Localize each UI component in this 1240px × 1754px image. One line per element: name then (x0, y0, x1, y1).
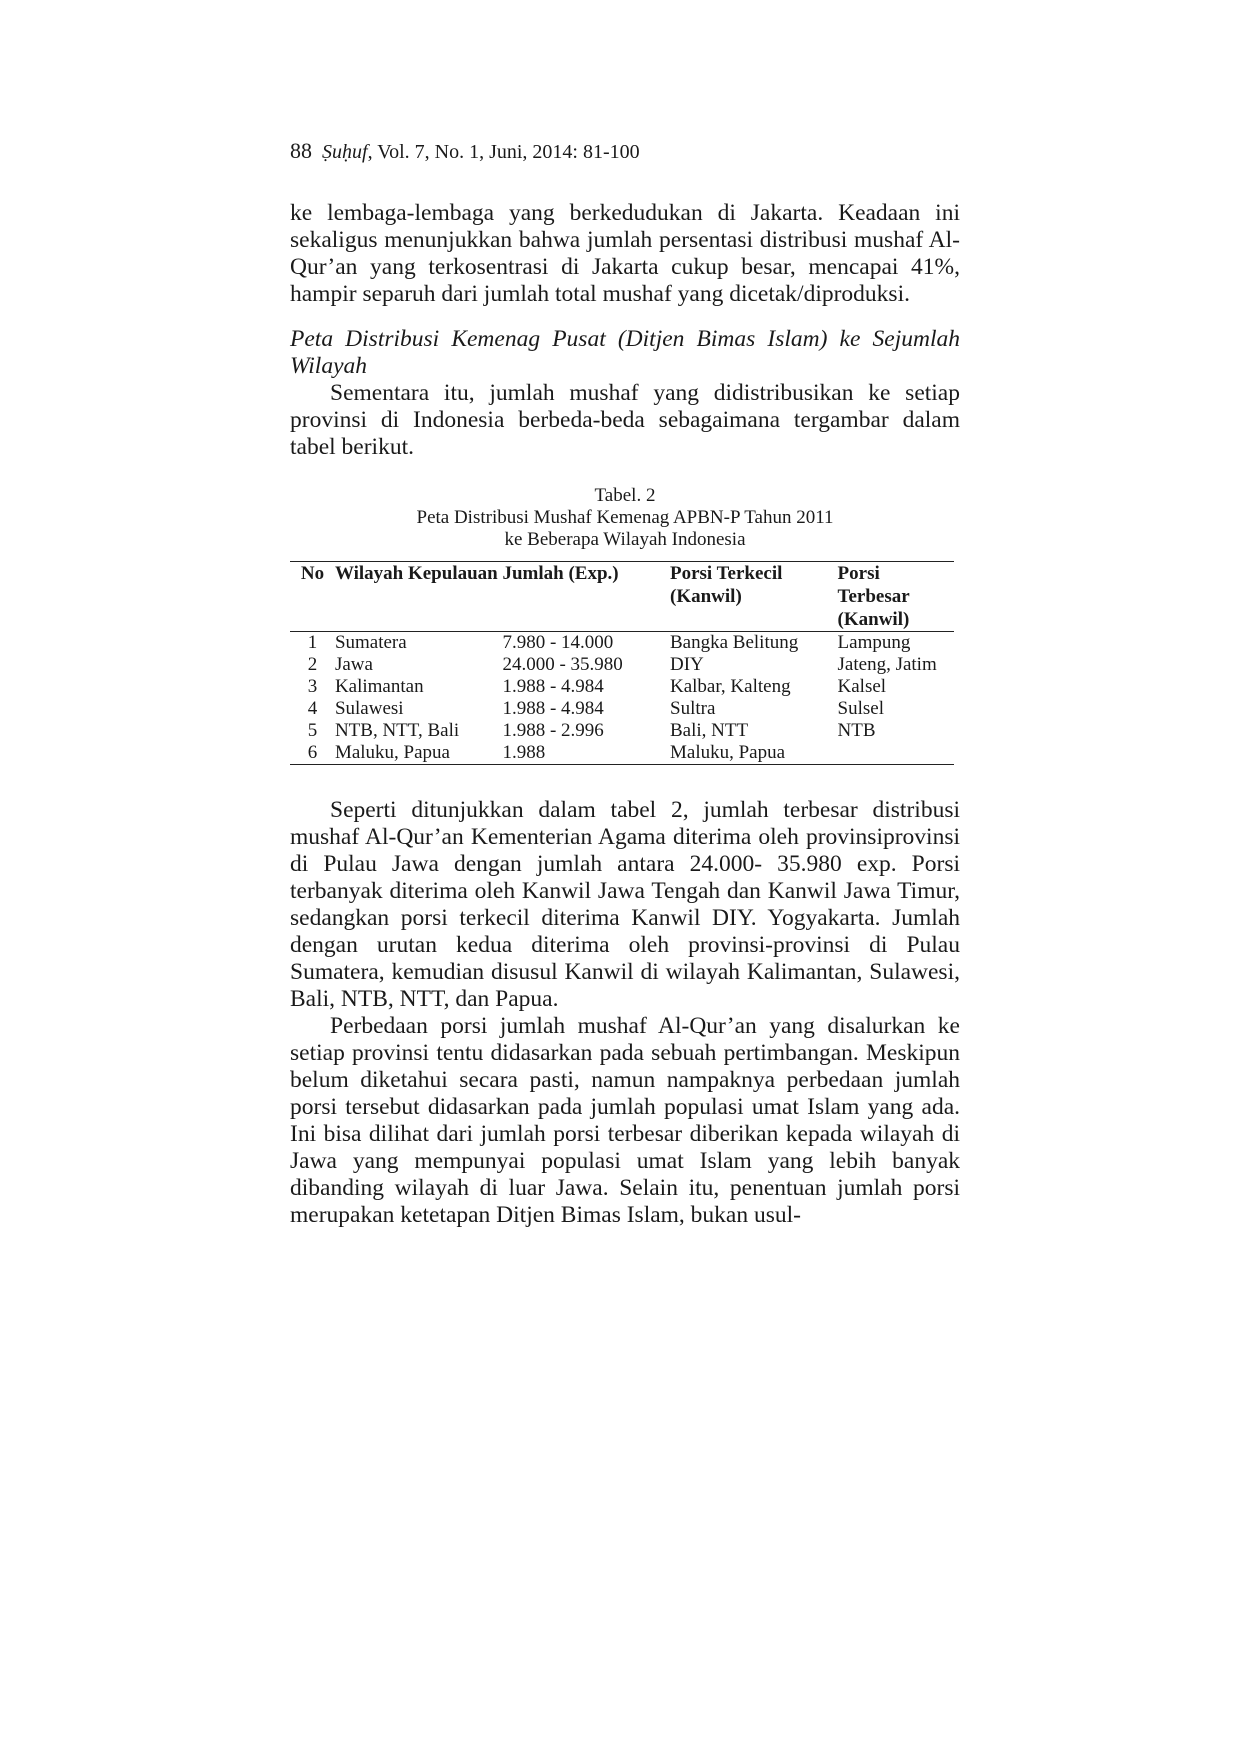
cell-wilayah: Sumatera (334, 632, 407, 653)
table-caption-number: Tabel. 2 (594, 485, 656, 506)
table-row (290, 720, 954, 742)
cell-terbesar: NTB (837, 720, 876, 741)
paragraph-analysis: Perbedaan porsi jumlah mushaf Al-Qur’an yang disalurkan ke setiap provinsi tentu didasarkan pada sebuah pertimbangan. Meskipun belum diketahui secara pasti, namun nampaknya perbedaan jumlah porsi tersebut didasarkan pada jumlah populasi umat Islam yang ada. Ini bisa dilihat dari jumlah porsi terbesar diberikan kepada wilayah di Jawa yang mempunyai populasi umat Islam yang lebih banyak dibanding wilayah di luar Jawa. Selain itu, penentuan jumlah porsi merupakan ketetapan Ditjen Bimas Islam, bukan usul- (290, 1013, 960, 1228)
cell-wilayah: Kalimantan (334, 676, 424, 697)
cell-terkecil: Maluku, Papua (670, 742, 786, 763)
cell-jumlah: 1.988 - 2.996 (502, 720, 604, 741)
table-row (290, 698, 954, 720)
cell-no: 4 (307, 698, 318, 719)
paragraph-continuation: ke lembaga-lembaga yang berkedudukan di Jakarta. Keadaan ini sekaligus menunjukkan bahwa jumlah persentasi distribusi mushaf Al-Qur’an yang terkosentrasi di Jakarta cukup besar, mencapai 41%, hampir separuh dari jumlah total mushaf yang dicetak/diproduksi. (290, 200, 960, 307)
cell-jumlah: 24.000 - 35.980 (502, 654, 623, 675)
distribution-table (290, 561, 954, 765)
table-row (290, 654, 954, 676)
table-caption-title: Peta Distribusi Mushaf Kemenag APBN-P Tahun 2011 (416, 507, 834, 528)
cell-terbesar: Kalsel (837, 676, 887, 697)
cell-terkecil: Bangka Belitung (670, 632, 799, 653)
cell-terkecil: Bali, NTT (670, 720, 749, 741)
cell-terkecil: Kalbar, Kalteng (670, 676, 791, 697)
page-body (290, 200, 960, 1229)
cell-jumlah: 1.988 - 4.984 (502, 676, 604, 697)
cell-jumlah: 1.988 (502, 742, 546, 763)
cell-wilayah: Sulawesi (334, 698, 404, 719)
header-wilayah: Wilayah Kepulauan (334, 563, 498, 584)
cell-wilayah: Jawa (334, 654, 373, 675)
table-row (290, 742, 954, 765)
table-caption (290, 485, 960, 551)
cell-terbesar: Sulsel (837, 698, 884, 719)
cell-no: 6 (307, 742, 318, 763)
cell-terbesar: Lampung (837, 632, 911, 653)
cell-terbesar (838, 742, 954, 765)
running-header (290, 138, 640, 164)
cell-terkecil: DIY (670, 654, 704, 675)
table-header-row (290, 562, 954, 632)
cell-no: 5 (307, 720, 318, 741)
cell-jumlah: 1.988 - 4.984 (502, 698, 604, 719)
cell-no: 2 (307, 654, 318, 675)
cell-no: 1 (307, 632, 318, 653)
page-number: 88 (290, 138, 312, 163)
header-no: No (300, 563, 325, 584)
journal-title: Ṣuḥuf (322, 141, 368, 163)
header-jumlah: Jumlah (Exp.) (502, 563, 619, 584)
table-caption-subtitle: ke Beberapa Wilayah Indonesia (504, 529, 746, 550)
table-row (290, 676, 954, 698)
header-porsi-terbesar: Porsi Terbesar (Kanwil) (837, 563, 910, 630)
header-porsi-terkecil: Porsi Terkecil (Kanwil) (670, 563, 783, 607)
cell-no: 3 (307, 676, 318, 697)
cell-jumlah: 7.980 - 14.000 (502, 632, 614, 653)
journal-citation: , Vol. 7, No. 1, Juni, 2014: 81-100 (367, 141, 640, 163)
cell-wilayah: Maluku, Papua (334, 742, 450, 763)
cell-terbesar: Jateng, Jatim (837, 654, 937, 675)
cell-wilayah: NTB, NTT, Bali (334, 720, 460, 741)
paragraph-intro-table: Sementara itu, jumlah mushaf yang didistribusikan ke setiap provinsi di Indonesia berbeda-beda sebagaimana tergambar dalam tabel berikut. (290, 380, 960, 460)
paragraph-discussion: Seperti ditunjukkan dalam tabel 2, jumlah terbesar distribusi mushaf Al-Qur’an Kementerian Agama diterima oleh provinsiprovinsi di Pulau Jawa dengan jumlah antara 24.000- 35.980 exp. Porsi terbanyak diterima oleh Kanwil Jawa Tengah dan Kanwil Jawa Timur, sedangkan porsi terkecil diterima Kanwil DIY. Yogyakarta. Jumlah dengan urutan kedua diterima oleh provinsi-provinsi di Pulau Sumatera, kemudian disusul Kanwil di wilayah Kalimantan, Sulawesi, Bali, NTB, NTT, dan Papua. (290, 797, 960, 1012)
cell-terkecil: Sultra (670, 698, 716, 719)
table-row (290, 632, 954, 655)
section-heading: Peta Distribusi Kemenag Pusat (Ditjen Bimas Islam) ke Sejumlah Wilayah (290, 326, 960, 379)
